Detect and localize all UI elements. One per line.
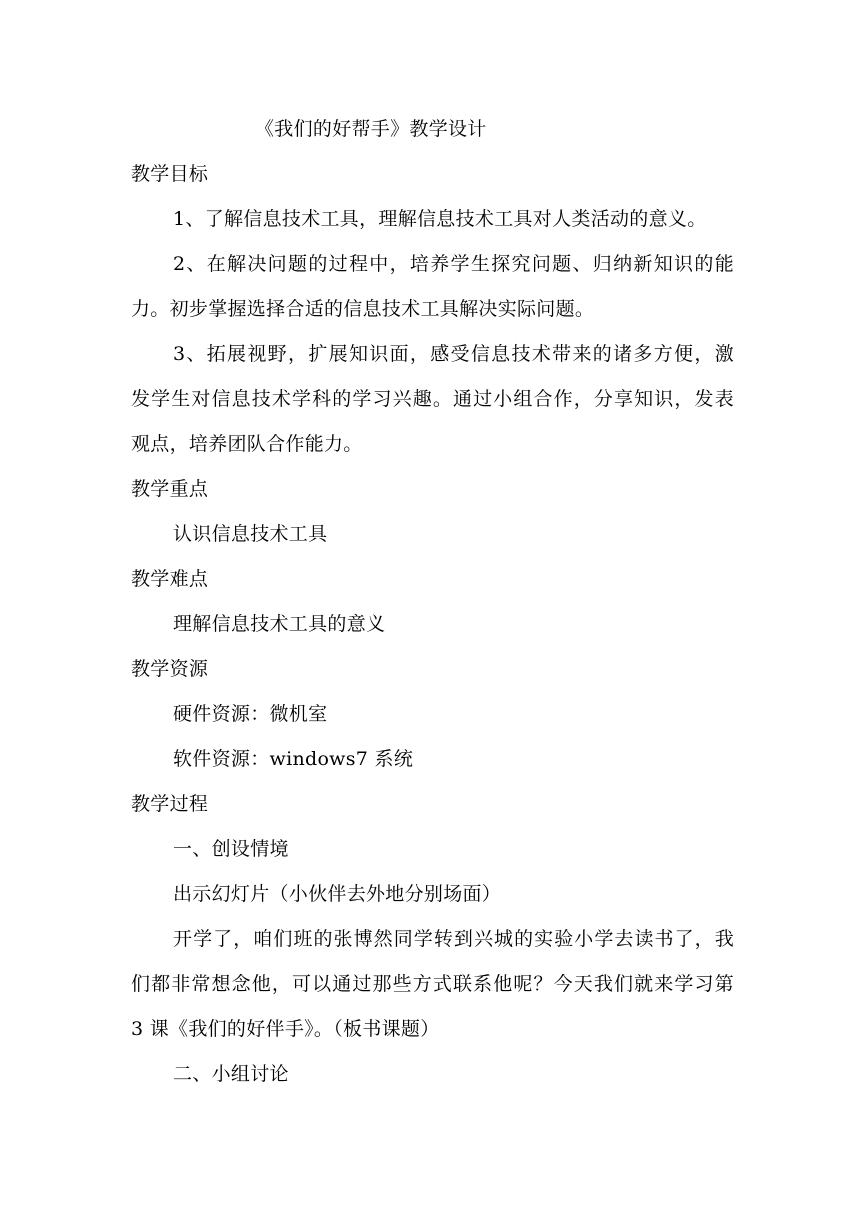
hardware-resource: 硬件资源：微机室	[173, 703, 328, 725]
difficulty-heading: 教学难点	[131, 568, 209, 590]
process-step-1: 一、创设情境	[173, 838, 289, 860]
process-paragraph-line-3: 3 课《我们的好伴手》。（板书课题）	[131, 1018, 440, 1040]
process-paragraph-line-2: 们都非常想念他，可以通过那些方式联系他呢？今天我们就来学习第	[131, 973, 734, 995]
software-resource: 软件资源：windows7 系统	[173, 748, 414, 770]
slide-note: 出示幻灯片（小伙伴去外地分别场面）	[173, 883, 502, 905]
process-paragraph-line-1: 开学了，咱们班的张博然同学转到兴城的实验小学去读书了，我	[173, 928, 734, 950]
objective-item-2-line-2: 力。初步掌握选择合适的信息技术工具解决实际问题。	[131, 298, 595, 320]
process-step-2: 二、小组讨论	[173, 1063, 289, 1085]
resources-heading: 教学资源	[131, 658, 209, 680]
document-title: 《我们的好帮手》教学设计	[255, 118, 487, 140]
objective-item-3-line-3: 观点，培养团队合作能力。	[131, 433, 363, 455]
objective-item-2-line-1: 2、在解决问题的过程中，培养学生探究问题、归纳新知识的能	[173, 253, 734, 275]
difficulty-text: 理解信息技术工具的意义	[173, 613, 386, 635]
key-point-text: 认识信息技术工具	[173, 523, 328, 545]
objective-item-3-line-1: 3、拓展视野，扩展知识面，感受信息技术带来的诸多方便，激	[173, 343, 734, 365]
objective-item-3-line-2: 发学生对信息技术学科的学习兴趣。通过小组合作，分享知识，发表	[131, 388, 734, 410]
objectives-heading: 教学目标	[131, 163, 209, 185]
objective-item-1: 1、了解信息技术工具，理解信息技术工具对人类活动的意义。	[173, 208, 707, 230]
key-point-heading: 教学重点	[131, 478, 209, 500]
process-heading: 教学过程	[131, 793, 209, 815]
